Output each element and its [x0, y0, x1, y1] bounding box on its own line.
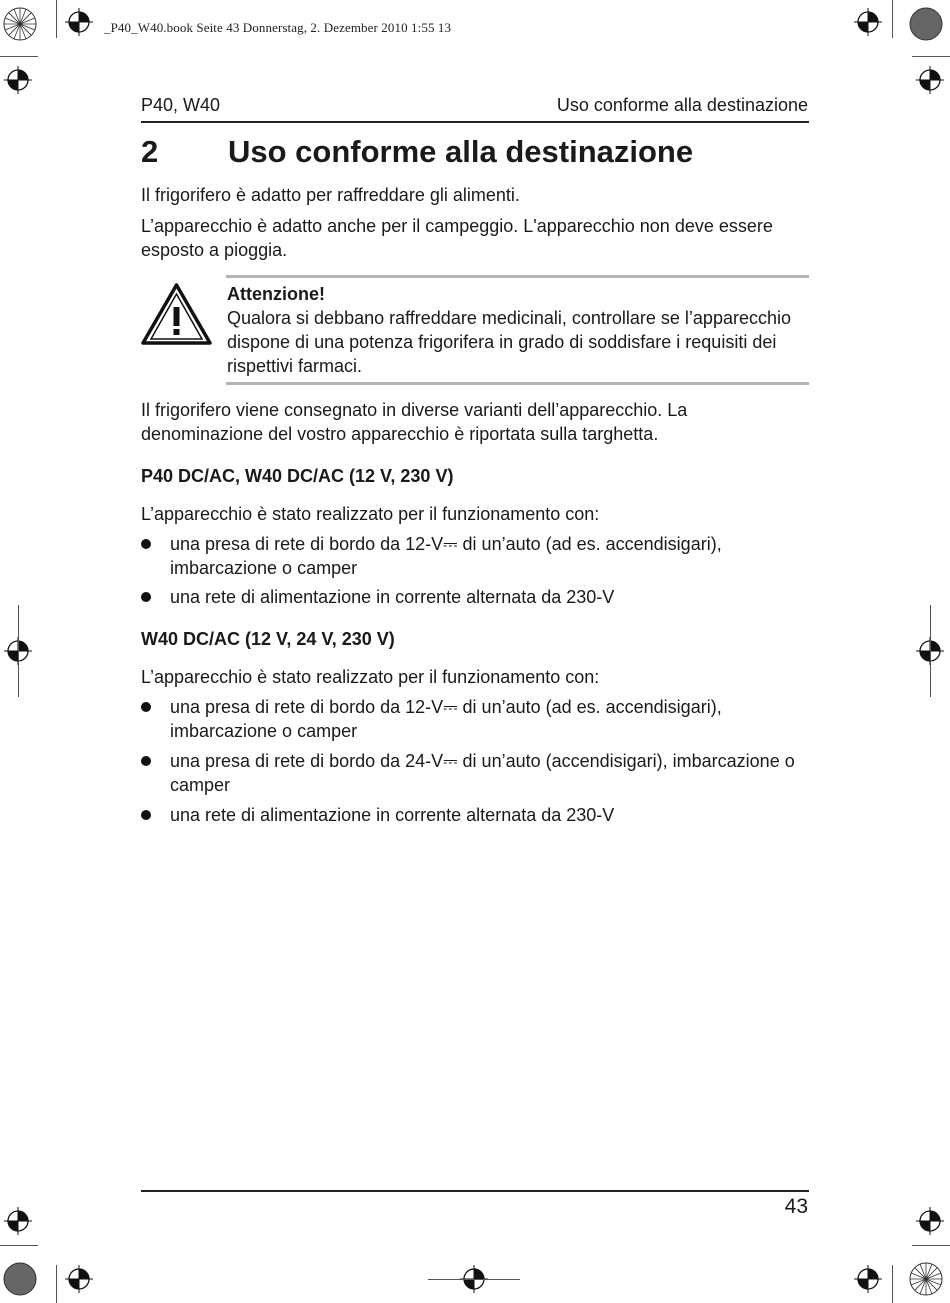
- section-heading-p40-w40: P40 DC/AC, W40 DC/AC (12 V, 230 V): [141, 466, 454, 486]
- intro-paragraph-1: Il frigorifero è adatto per raffreddare gli alimenti.: [141, 185, 520, 205]
- color-bar-starburst-icon: [909, 1262, 943, 1296]
- warning-triangle-icon: [141, 283, 212, 345]
- bullet-icon: [141, 756, 151, 766]
- registration-mark-icon: [916, 66, 944, 94]
- registration-mark-icon: [4, 66, 32, 94]
- crop-line: [892, 0, 893, 38]
- warning-bottom-rule: [226, 382, 809, 385]
- page-number: 43: [784, 1195, 808, 1218]
- crop-line: [930, 605, 931, 697]
- bullet-icon: [141, 539, 151, 549]
- chapter-title: Uso conforme alla destinazione: [228, 134, 694, 169]
- crop-line: [892, 1265, 893, 1303]
- section1-lead: L’apparecchio è stato realizzato per il funzionamento con:: [141, 504, 600, 524]
- running-header-right: Uso conforme alla destinazione: [556, 95, 808, 115]
- list-item: [141, 695, 809, 743]
- list-item-text: una rete di alimentazione in corrente alternata da 230-V: [170, 805, 615, 825]
- crop-line: [428, 1279, 520, 1280]
- registration-mark-icon: [854, 1265, 882, 1293]
- chapter-heading: [141, 134, 809, 170]
- crop-line: [18, 605, 19, 697]
- registration-mark-icon: [916, 1207, 944, 1235]
- chapter-number: 2: [141, 134, 159, 169]
- crop-line: [912, 56, 950, 57]
- registration-mark-icon: [65, 1265, 93, 1293]
- footer-rule: [141, 1190, 809, 1192]
- warning-top-rule: [226, 275, 809, 278]
- warning-text: [227, 282, 809, 378]
- header-rule: [141, 121, 809, 123]
- list-item-text: una presa di rete di bordo da 24-V⎓ di un’auto (accendisigari), imbarcazione o camper: [170, 751, 795, 795]
- gray-dot-mark-icon: [909, 7, 943, 41]
- crop-line: [56, 0, 57, 38]
- section-heading-w40: W40 DC/AC (12 V, 24 V, 230 V): [141, 629, 395, 649]
- registration-mark-icon: [65, 8, 93, 36]
- list-item: [141, 749, 809, 797]
- section2-lead: L’apparecchio è stato realizzato per il funzionamento con:: [141, 667, 600, 687]
- warning-title: Attenzione!: [227, 284, 325, 304]
- crop-line: [0, 56, 38, 57]
- running-header-left: P40, W40: [141, 95, 221, 115]
- variants-paragraph: Il frigorifero viene consegnato in diverse varianti dell’apparecchio. La denominazione del vostro apparecchio è riportata sulla targhetta.: [141, 400, 688, 444]
- bullet-icon: [141, 592, 151, 602]
- list-item-text: una presa di rete di bordo da 12-V⎓ di un’auto (ad es. accendisigari), imbarcazione o camper: [170, 697, 722, 741]
- warning-body: Qualora si debbano raffreddare medicinali, controllare se l’apparecchio dispone di una potenza frigorifera in grado di soddisfare i requisiti dei rispettivi farmaci.: [227, 308, 791, 376]
- crop-line: [56, 1265, 57, 1303]
- list-item-text: una rete di alimentazione in corrente alternata da 230-V: [170, 587, 615, 607]
- registration-mark-icon: [854, 8, 882, 36]
- gray-dot-mark-icon: [3, 1262, 37, 1296]
- bullet-icon: [141, 810, 151, 820]
- list-item-text: una presa di rete di bordo da 12-V⎓ di un’auto (ad es. accendisigari), imbarcazione o camper: [170, 534, 722, 578]
- color-bar-starburst-icon: [3, 7, 37, 41]
- list-item: [141, 803, 809, 827]
- list-item: [141, 585, 809, 609]
- intro-paragraph-2: L’apparecchio è adatto anche per il campeggio. L'apparecchio non deve essere esposto a pioggia.: [141, 216, 773, 260]
- registration-mark-icon: [4, 1207, 32, 1235]
- list-item: [141, 532, 809, 580]
- print-slug: _P40_W40.book Seite 43 Donnerstag, 2. Dezember 2010 1:55 13: [104, 20, 452, 35]
- crop-line: [0, 1245, 38, 1246]
- crop-line: [912, 1245, 950, 1246]
- bullet-icon: [141, 702, 151, 712]
